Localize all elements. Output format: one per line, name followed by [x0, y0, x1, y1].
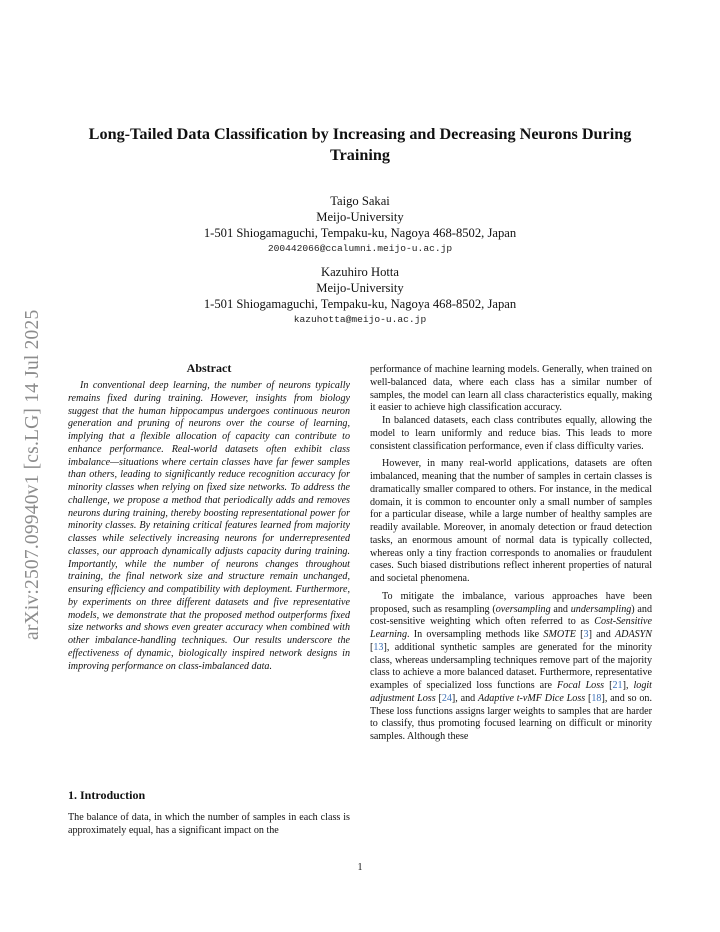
term-adaptive-tvmf-dice-loss: Adaptive t-vMF Dice Loss [478, 692, 586, 704]
page-number: 1 [357, 862, 363, 873]
author-block-1 [60, 193, 660, 256]
paragraph-balanced-datasets: In balanced datasets, each class contributes equally, allowing the model to learn uniformly and reduce bias. This leads to more consistent classification performance, even if class difficulty varies. [370, 415, 652, 452]
citation-link[interactable]: 21 [612, 680, 623, 691]
text-run: , and [455, 692, 479, 704]
text-run: , and so on. These loss functions assigns larger weights to samples that are harder to classify, thus promoting focused learning on difficult or minority samples. Although these [370, 692, 652, 742]
text-run: and [591, 629, 615, 640]
introduction-text: The balance of data, in which the number of samples in each class is approximately equal, has a significant impact on the [68, 812, 350, 836]
author-address: 1-501 Shiogamaguchi, Tempaku-ku, Nagoya 468-8502, Japan [203, 226, 517, 240]
abstract-text: In conventional deep learning, the number of neurons typically remains fixed during training. However, insights from biology suggest that the human hippocampus undergoes continuous neuron generation and pruning of neurons over the course of learning, implying that a flexible allocation of capacity can contribute to enhance performance. Real-world datasets often exhibit class imbalance—situations where certain classes have far fewer samples than others, leading to significantly reduce recognition accuracy for minority classes when relying on fixed size networks. To address the challenge, we propose a method that periodically adds and removes neurons during training, thereby boosting representational power for minority classes. By retaining critical features learned from majority classes while selectively increasing neurons for underrepresented classes, our approach dynamically adjusts capacity during training. Importantly, while the number of neurons changes throughout training, the final network size and structure remain unchanged, ensuring efficiency and compatibility with deployment. Furthermore, by experiments on three different datasets and five representative models, we demonstrate that the proposed method outperforms fixed size networks and shows even greater accuracy when combined with other imbalance-handling techniques. Our results underscore the effectiveness of dynamic, biologically inspired network designs in improving performance on class-imbalanced data. [68, 380, 350, 672]
text-run: To mitigate the imbalance, various approaches have been proposed, such as resampling ( [370, 590, 652, 615]
author-affiliation: Meijo-University [316, 210, 404, 224]
text-run: , [625, 680, 634, 691]
citation-link[interactable]: 13 [373, 641, 384, 653]
text-run: , additional synthetic samples are generated for the minority class, whereas undersampling techniques remove part of the majority class to achieve a more balanced dataset. Furthermore, representative examples of specialized loss functions are [370, 641, 652, 691]
author-email[interactable]: kazuhotta@meijo-u.ac.jp [293, 314, 427, 325]
paragraph-mitigation: To mitigate the imbalance, various approaches have been proposed, such as resampling (oversampling and undersampling) and cost-sensitive weighting which often referred to as Cost-Sensitive Learning. In oversampling methods like SMOTE [3] and ADASYN [13], additional synthetic samples are generated for the minority class, whereas undersampling techniques remove part of the majority class to achieve a more balanced dataset. Furthermore, representative examples of specialized loss functions are Focal Loss [21], logit adjustment Loss [24], and Adaptive t-vMF Dice Loss [18], and so on. These loss functions assigns larger weights to samples that are harder to classify, thus promoting focused learning on difficult or minority samples. Although these [370, 590, 652, 742]
term-adasyn: ADASYN [614, 629, 652, 640]
term-oversampling: oversampling [495, 603, 551, 615]
arxiv-stamp: arXiv:2507.09940v1 [cs.LG] 14 Jul 2025 [22, 309, 43, 640]
paragraph-performance: performance of machine learning models. Generally, when trained on well-balanced data, where each class has a similar number of samples, the model can learn all class characteristics equally, making it easier to achieve high classification accuracy. [370, 364, 652, 414]
author-address: 1-501 Shiogamaguchi, Tempaku-ku, Nagoya 468-8502, Japan [203, 297, 517, 311]
term-cost-sensitive-learning: Cost-Sensitive Learning [370, 616, 652, 640]
right-column [370, 364, 652, 744]
author-name: Kazuhiro Hotta [321, 265, 399, 279]
paper-title: Long-Tailed Data Classification by Increasing and Decreasing Neurons During Training [88, 125, 632, 164]
author-email[interactable]: 200442066@ccalumni.meijo-u.ac.jp [267, 243, 453, 254]
author-name: Taigo Sakai [330, 194, 390, 208]
term-focal-loss: Focal Loss [557, 680, 605, 691]
term-logit-adjustment-loss: logit adjustment Loss [370, 680, 652, 704]
term-smote: SMOTE [543, 629, 576, 640]
citation-link[interactable]: 3 [583, 629, 589, 640]
text-run: . In oversampling methods like [407, 629, 544, 640]
author-affiliation: Meijo-University [316, 281, 404, 295]
citation-link[interactable]: 18 [591, 692, 602, 704]
citation-link[interactable]: 24 [441, 692, 452, 704]
term-undersampling: undersampling [570, 603, 632, 615]
author-block-2 [60, 264, 660, 327]
abstract-heading: Abstract [186, 361, 232, 375]
text-run: ) and cost-sensitive weighting which often referred to as [370, 603, 652, 628]
introduction-heading: 1. Introduction [68, 788, 146, 802]
paragraph-imbalanced-datasets: However, in many real-world applications, datasets are often imbalanced, meaning that the number of samples in certain classes is dramatically smaller compared to others. For instance, in the medical domain, it is common to encounter only a small number of samples for a particular disease, while a large number of healthy samples are readily available. Moreover, in anomaly detection or fraud detection tasks, an enormous amount of normal data is typically collected, whereas only a tiny fraction corresponds to anomalies or fraudulent cases. Such biased distributions reflect inherent properties of natural and societal phenomena. [370, 458, 652, 584]
text-run: and [550, 603, 571, 615]
